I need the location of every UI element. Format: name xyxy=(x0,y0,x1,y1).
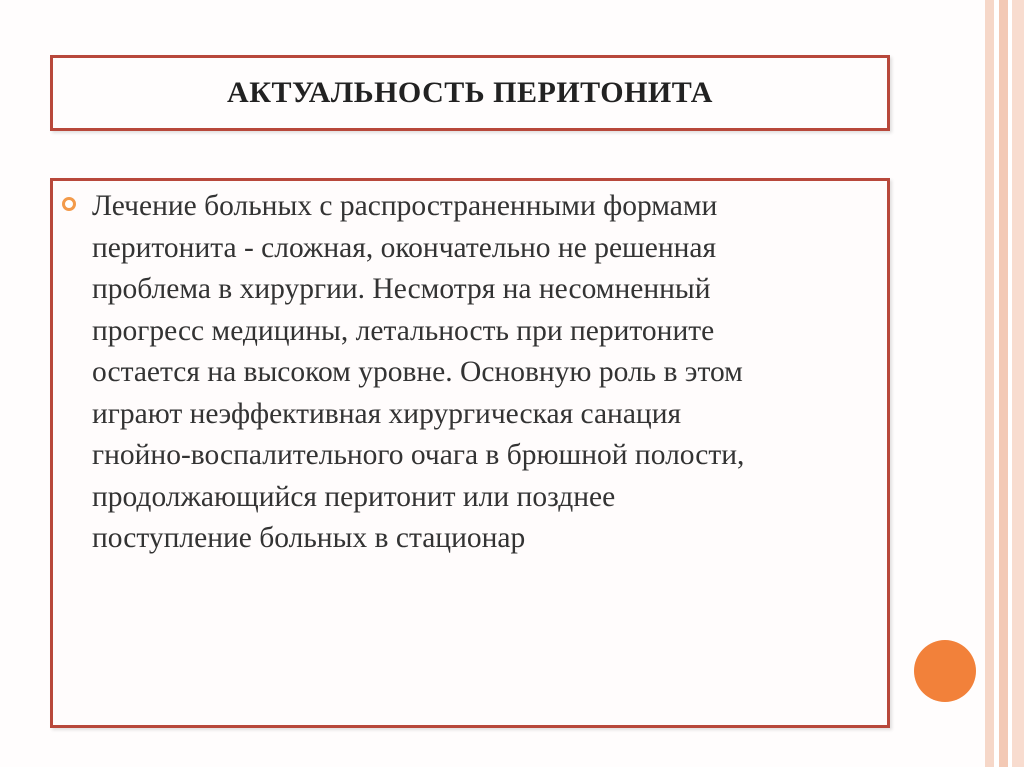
body-line: гнойно-воспалительного очага в брюшной полости, xyxy=(92,439,745,471)
decor-stripe xyxy=(999,0,1008,767)
slide-title: АКТУАЛЬНОСТЬ ПЕРИТОНИТА xyxy=(227,76,713,109)
body-text xyxy=(92,186,872,560)
body-line: играют неэффективная хирургическая санация xyxy=(92,397,682,430)
title-frame xyxy=(50,55,890,131)
body-line: поступление больных в стационар xyxy=(92,522,526,554)
body-line: проблема в хирургии. Несмотря на несомненный xyxy=(92,273,711,305)
body-line: прогресс медицины, летальность при перитоните xyxy=(92,314,715,347)
decor-stripe xyxy=(985,0,994,767)
body-line: Лечение больных с распространенными формами xyxy=(92,190,718,222)
body-line: перитонита - сложная, окончательно не решенная xyxy=(92,231,717,264)
body-line: продолжающийся перитонит или позднее xyxy=(92,480,616,513)
orange-circle-icon xyxy=(914,640,976,702)
decor-stripe xyxy=(1012,0,1024,767)
circle-bullet-icon xyxy=(62,197,76,211)
body-line: остается на высоком уровне. Основную роль в этом xyxy=(92,356,743,388)
